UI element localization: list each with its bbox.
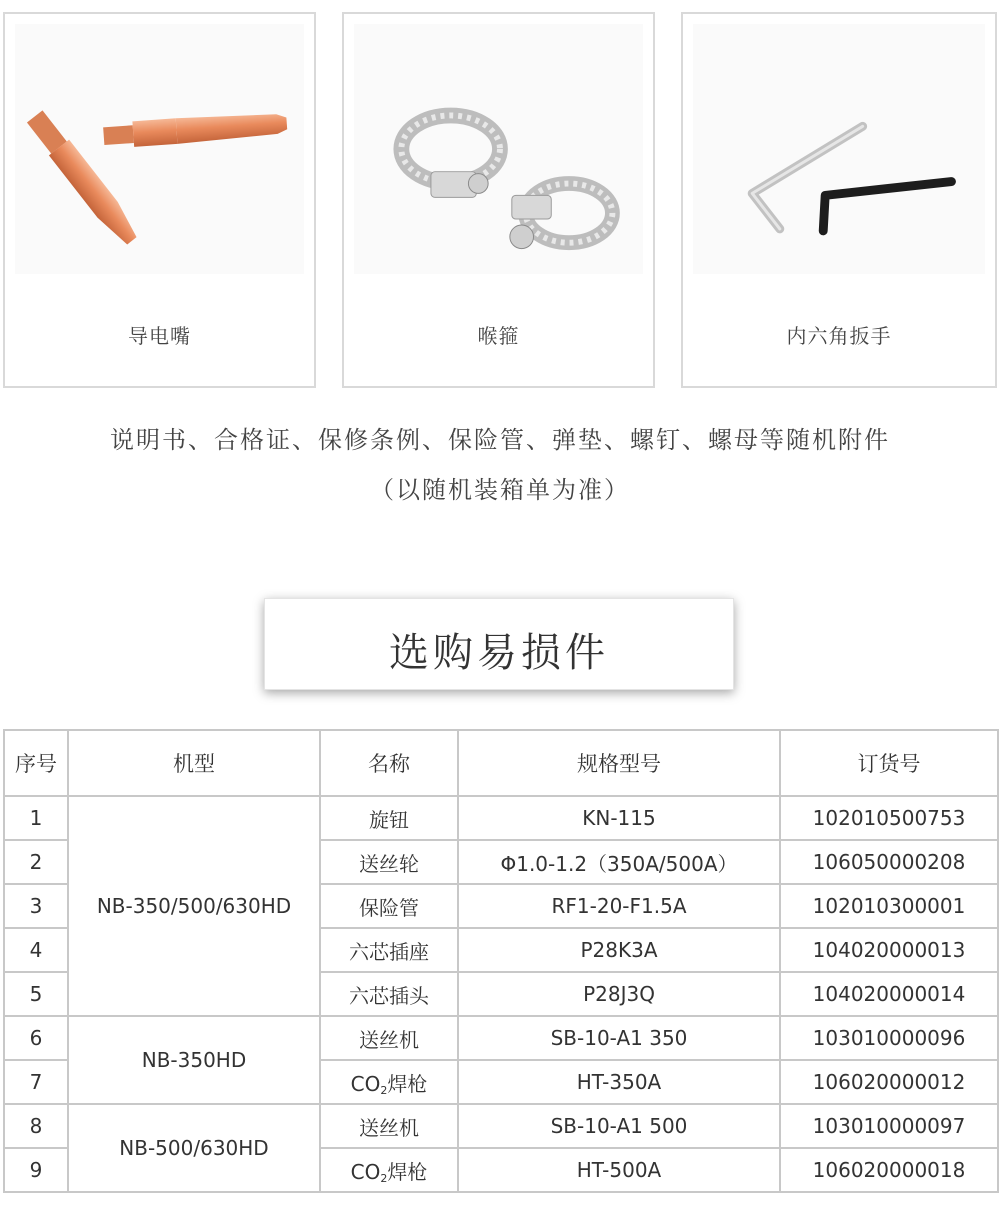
accessory-note: 说明书、合格证、保修条例、保险管、弹垫、螺钉、螺母等随机附件 (110, 426, 890, 454)
row-index: 1 (4, 796, 68, 840)
row-model: NB-350/500/630HD (68, 796, 320, 1016)
name-main: CO (350, 1071, 381, 1096)
card-label: 导电嘴 (128, 324, 191, 348)
row-order: 103010000096 (780, 1016, 998, 1060)
row-spec: P28K3A (458, 928, 780, 972)
header-model: 机型 (68, 730, 320, 796)
header-name: 名称 (320, 730, 458, 796)
row-model: NB-350HD (68, 1016, 320, 1104)
row-spec: P28J3Q (458, 972, 780, 1016)
card-hex-key[interactable] (681, 12, 997, 388)
row-name: 旋钮 (320, 796, 458, 840)
row-name: 六芯插头 (320, 972, 458, 1016)
section-title: 选购易损件 (389, 630, 609, 676)
header-order: 订货号 (780, 730, 998, 796)
row-name (320, 1060, 458, 1104)
hose-clamp-icon (354, 24, 643, 274)
row-index: 6 (4, 1016, 68, 1060)
name-subscript: 2 (380, 1171, 388, 1185)
table-header-row (4, 730, 998, 796)
row-spec: KN-115 (458, 796, 780, 840)
row-spec: SB-10-A1 350 (458, 1016, 780, 1060)
name-main: CO (350, 1159, 381, 1184)
hex-key-icon (693, 24, 985, 274)
row-name: 保险管 (320, 884, 458, 928)
row-name: 六芯插座 (320, 928, 458, 972)
row-name: 送丝机 (320, 1104, 458, 1148)
accessory-sub-note: （以随机装箱单为准） (370, 476, 630, 504)
row-order: 102010300001 (780, 884, 998, 928)
card-contact-tip[interactable] (3, 12, 316, 388)
row-order: 106050000208 (780, 840, 998, 884)
row-order: 104020000013 (780, 928, 998, 972)
contact-tip-icon (15, 24, 304, 274)
row-spec: HT-350A (458, 1060, 780, 1104)
section-title-box (264, 598, 734, 690)
row-model: NB-500/630HD (68, 1104, 320, 1192)
row-order: 104020000014 (780, 972, 998, 1016)
name-tail: 焊枪 (387, 1159, 428, 1184)
header-index: 序号 (4, 730, 68, 796)
parts-table (3, 729, 999, 1193)
row-index: 2 (4, 840, 68, 884)
row-order: 103010000097 (780, 1104, 998, 1148)
product-cards (3, 12, 997, 388)
row-index: 4 (4, 928, 68, 972)
row-order: 102010500753 (780, 796, 998, 840)
row-spec: HT-500A (458, 1148, 780, 1192)
table-row (4, 1104, 998, 1148)
row-order: 106020000018 (780, 1148, 998, 1192)
row-name (320, 1148, 458, 1192)
card-hose-clamp[interactable] (342, 12, 655, 388)
row-spec: RF1-20-F1.5A (458, 884, 780, 928)
row-index: 3 (4, 884, 68, 928)
row-index: 8 (4, 1104, 68, 1148)
table-row (4, 796, 998, 840)
header-spec: 规格型号 (458, 730, 780, 796)
row-index: 7 (4, 1060, 68, 1104)
row-index: 9 (4, 1148, 68, 1192)
row-order: 106020000012 (780, 1060, 998, 1104)
row-spec: Φ1.0-1.2（350A/500A） (458, 840, 780, 884)
card-label: 内六角扳手 (786, 324, 892, 348)
card-label: 喉箍 (477, 324, 520, 348)
row-spec: SB-10-A1 500 (458, 1104, 780, 1148)
row-index: 5 (4, 972, 68, 1016)
row-name: 送丝机 (320, 1016, 458, 1060)
name-tail: 焊枪 (387, 1071, 428, 1096)
table-row (4, 1016, 998, 1060)
name-subscript: 2 (380, 1083, 388, 1097)
row-name: 送丝轮 (320, 840, 458, 884)
